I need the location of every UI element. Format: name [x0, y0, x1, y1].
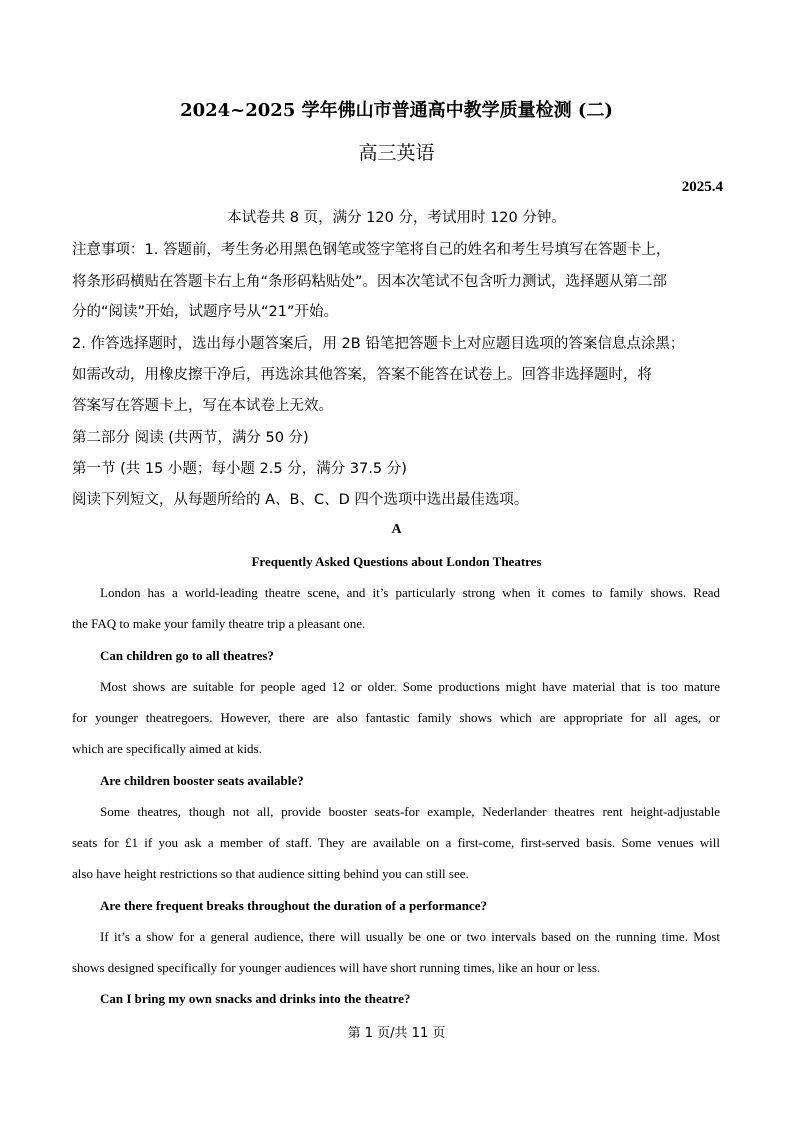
exam-title: 2024~2025 学年佛山市普通高中教学质量检测 (二) [180, 100, 613, 121]
part2-heading: 第二部分 阅读 (共两节，满分 50 分) [72, 430, 309, 446]
answer2-line1: Some theatres, though not all, provide booster seats-for example, Nederlander theatres rent height-adjustable [100, 804, 720, 819]
passage-title: Frequently Asked Questions about London Theatres [251, 554, 542, 569]
page-number: 第 1 页/共 11 页 [347, 1026, 446, 1041]
answer3-line2: shows designed specifically for younger audiences will have short running times, like an hour or less. [72, 960, 601, 975]
subject-title: 高三英语 [358, 142, 435, 164]
exam-info: 本试卷共 8 页，满分 120 分，考试用时 120 分钟。 [227, 210, 566, 226]
question-4: Can I bring my own snacks and drinks into the theatre? [100, 991, 411, 1006]
intro-line1: London has a world-leading theatre scene, and it’s particularly strong when it comes to family shows. Read [100, 585, 720, 600]
reading-directions: 阅读下列短文，从每题所给的 A、B、C、D 四个选项中选出最佳选项。 [72, 492, 529, 508]
answer1-line1: Most shows are suitable for people aged 12 or older. Some productions might have material that is too mature [100, 679, 720, 694]
note1-line2: 将条形码横贴在答题卡右上角“条形码粘贴处”。因本次笔试不包含听力测试，选择题从第二部 [72, 274, 668, 290]
section1-heading: 第一节 (共 15 小题；每小题 2.5 分，满分 37.5 分) [72, 461, 407, 477]
note2-line1: 2. 作答选择题时，选出每小题答案后，用 2B 铅笔把答题卡上对应题目选项的答案信息点涂黑； [72, 336, 685, 352]
exam-date: 2025.4 [681, 179, 723, 195]
answer2-line2: seats for £1 if you ask a member of staff. They are available on a first-come, first-served basis. Some venues will [72, 835, 720, 850]
question-3: Are there frequent breaks throughout the duration of a performance? [100, 898, 487, 913]
note2-line3: 答案写在答题卡上，写在本试卷上无效。 [72, 398, 333, 414]
question-1: Can children go to all theatres? [100, 648, 274, 663]
answer2-line3: also have height restrictions so that audience sitting behind you can still see. [72, 866, 469, 881]
answer3-line1: If it’s a show for a general audience, there will usually be one or two intervals based on the running time. Most [100, 929, 720, 944]
note2-line2: 如需改动，用橡皮擦干净后，再选涂其他答案，答案不能答在试卷上。回答非选择题时，将 [72, 367, 652, 383]
answer1-line3: which are specifically aimed at kids. [72, 741, 262, 756]
passage-letter: A [391, 522, 402, 537]
note1-line3: 分的“阅读”开始，试题序号从“21”开始。 [72, 304, 338, 320]
intro-line2: the FAQ to make your family theatre trip a pleasant one. [72, 616, 366, 631]
note1-line1: 注意事项：1. 答题前，考生务必用黑色钢笔或签字笔将自己的姓名和考生号填写在答题卡上， [72, 242, 671, 258]
question-2: Are children booster seats available? [100, 773, 304, 788]
answer1-line2: for younger theatregoers. However, there are also fantastic family shows which are appropriate for all ages, or [72, 710, 720, 725]
